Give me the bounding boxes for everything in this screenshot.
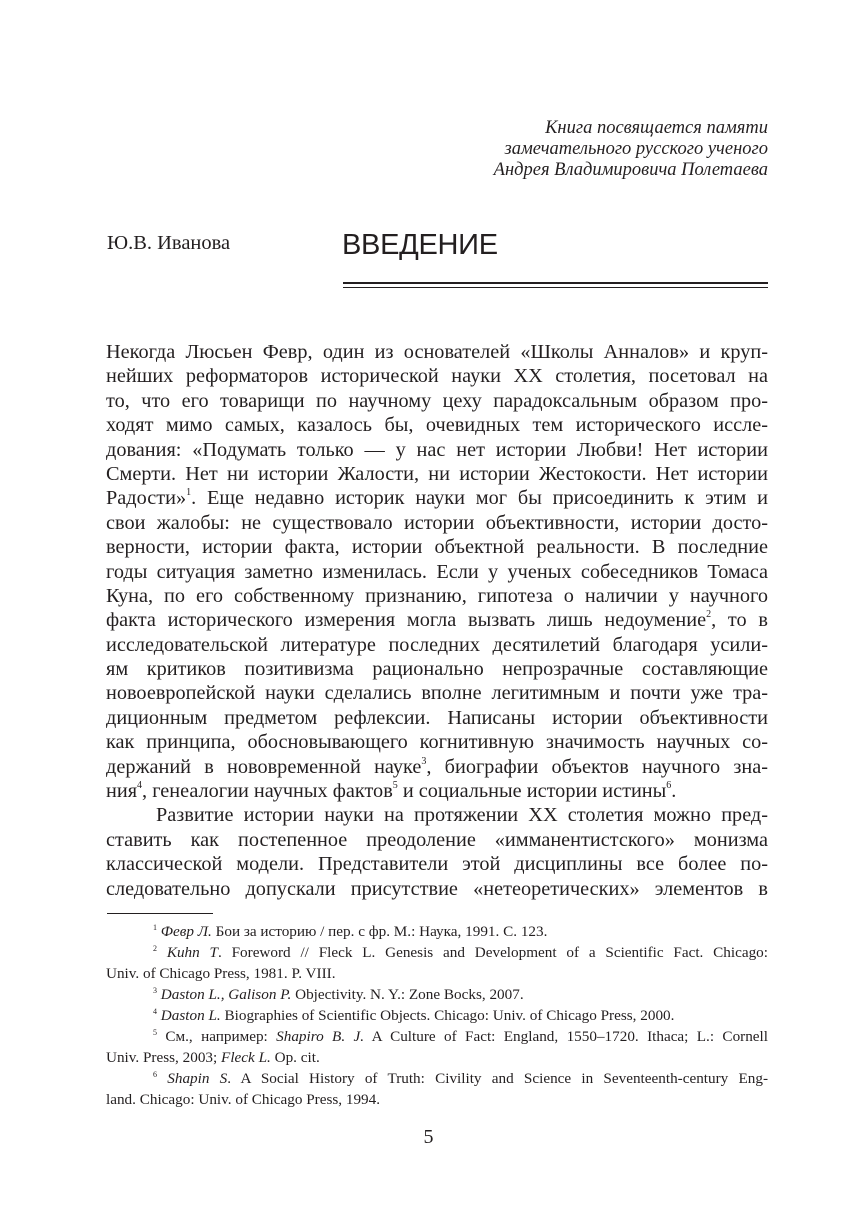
chapter-title: ВВЕДЕНИЕ <box>342 229 498 261</box>
footnote-text: См., например: <box>157 1028 277 1045</box>
text-segment: Радости» <box>106 487 187 510</box>
text-line: Смерти. Нет ни истории Жалости, ни истории Жестокости. Нет истории <box>106 462 768 485</box>
footnote-number: 2 <box>153 944 157 953</box>
text-line: Развитие истории науки на протяжении XX столетия можно пред- <box>156 804 768 827</box>
text-segment: и социальные истории истины <box>397 780 667 803</box>
text-line: новоевропейской науки сделались вполне легитимным и почти уже тра- <box>106 682 768 705</box>
text-line: следовательно допускали присутствие «нетеоретических» элементов в <box>106 877 768 900</box>
text-line: ходят мимо самых, казалось бы, очевидных тем исторического иссле- <box>106 414 768 437</box>
footnote-6-continued: land. Chicago: Univ. of Chicago Press, 1994. <box>106 1091 381 1108</box>
text-line <box>106 755 768 779</box>
text-line <box>106 779 768 803</box>
footnote-text: A Culture of Fact: England, 1550–1720. Ithaca; L.: Cornell <box>364 1028 768 1045</box>
footnote-separator <box>107 913 213 914</box>
footnote-number: 4 <box>153 1007 157 1016</box>
footnote-ref[interactable]: 4 <box>137 780 143 792</box>
footnote-author: Fleck L. <box>221 1049 271 1066</box>
text-segment: , генеалогии научных фактов <box>142 780 393 803</box>
text-segment: факта исторического измерения могла вызвать лишь недоумение <box>106 609 707 632</box>
text-line: классической модели. Представители этой дисциплины все более по- <box>106 853 768 876</box>
text-line: верности, истории факта, истории объектной реальности. В последние <box>106 536 768 559</box>
footnote-4 <box>106 1005 768 1026</box>
text-segment: ния <box>106 780 138 803</box>
footnote-text: Op. cit. <box>270 1049 320 1066</box>
text-line: ям критиков позитивизма рационально непрозрачные составляющие <box>106 658 768 681</box>
footnote-ref[interactable]: 1 <box>186 487 192 499</box>
text-line: дования: «Подумать только — у нас нет истории Любви! Нет истории <box>106 438 768 461</box>
text-line: нейших реформаторов исторической науки XX столетия, посетовал на <box>106 365 768 388</box>
title-double-rule <box>343 282 768 288</box>
footnote-author: Февр Л. <box>160 923 212 940</box>
footnote-author: Kuhn T <box>166 944 218 961</box>
text-segment: . <box>671 780 677 803</box>
text-segment: . Еще недавно историк науки мог бы присоединить к этим и <box>191 487 768 510</box>
footnote-number: 3 <box>153 986 157 995</box>
dedication-line: Андрея Владимировича Полетаева <box>493 160 768 180</box>
text-line: свои жалобы: не существовало истории объективности, истории досто- <box>106 511 768 534</box>
dedication-line: Книга посвящается памяти <box>545 118 768 138</box>
text-line: то, что его товарищи по научному цеху парадоксальным образом про- <box>106 389 768 412</box>
footnote-ref[interactable]: 2 <box>706 609 712 621</box>
text-segment: , биографии объектов научного зна- <box>426 755 768 778</box>
footnotes <box>106 921 768 1110</box>
footnote-1 <box>106 921 768 942</box>
text-line: Куна, по его собственному признанию, гипотеза о наличии у научного <box>106 584 768 607</box>
text-segment: , то в <box>711 609 768 632</box>
footnote-5 <box>106 1026 768 1047</box>
footnote-ref[interactable]: 6 <box>666 780 672 792</box>
footnote-number: 1 <box>153 923 157 932</box>
text-line: годы ситуация заметно изменилась. Если у ученых собеседников Томаса <box>106 560 768 583</box>
text-line: Некогда Люсьен Февр, один из основателей «Школы Анналов» и круп- <box>106 341 768 363</box>
footnote-text: . Foreword // Fleck L. Genesis and Development of a Scientific Fact. Chicago: <box>217 944 768 961</box>
text-line: как принципа, обосновывающего когнитивную значимость научных со- <box>106 731 768 754</box>
text-line: исследовательской литературе последних десятилетий благодаря усили- <box>106 633 768 656</box>
footnote-number: 6 <box>153 1070 157 1079</box>
footnote-2 <box>106 942 768 963</box>
footnote-author: Daston L. <box>160 1007 221 1024</box>
page-number: 5 <box>423 1126 434 1148</box>
dedication-line: замечательного русского ученого <box>504 139 768 159</box>
dedication <box>368 118 768 181</box>
footnote-author: Daston L., Galison P. <box>160 986 292 1003</box>
footnote-text: Бои за историю / пер. с фр. М.: Наука, 1991. С. 123. <box>211 923 548 940</box>
text-line <box>106 608 768 632</box>
footnote-author: Shapiro B. J. <box>276 1028 365 1045</box>
footnote-author: Shapin S <box>167 1070 228 1087</box>
text-line <box>106 486 768 510</box>
footnote-number: 5 <box>153 1028 157 1037</box>
footnote-text: Biographies of Scientific Objects. Chicago: Univ. of Chicago Press, 2000. <box>220 1007 675 1024</box>
footnote-text: . A Social History of Truth: Civility and Science in Seventeenth-century Eng- <box>227 1070 769 1087</box>
text-line: ставить как постепенное преодоление «имманентистского» монизма <box>106 828 768 851</box>
footnote-text: Objectivity. N. Y.: Zone Bocks, 2007. <box>291 986 524 1003</box>
footnote-5-continued <box>106 1047 768 1068</box>
footnote-2-continued: Univ. of Chicago Press, 1981. P. VIII. <box>106 965 336 982</box>
text-line: диционным предметом рефлексии. Написаны истории объективности <box>106 706 768 729</box>
footnote-text: Univ. Press, 2003; <box>106 1049 222 1066</box>
footnote-ref[interactable]: 3 <box>421 755 427 767</box>
body-text <box>106 340 768 901</box>
text-segment: держаний в нововременной науке <box>106 755 422 778</box>
footnote-ref[interactable]: 5 <box>392 780 398 792</box>
footnote-3 <box>106 984 768 1005</box>
footnote-6 <box>106 1068 768 1089</box>
author-name: Ю.В. Иванова <box>107 232 231 254</box>
